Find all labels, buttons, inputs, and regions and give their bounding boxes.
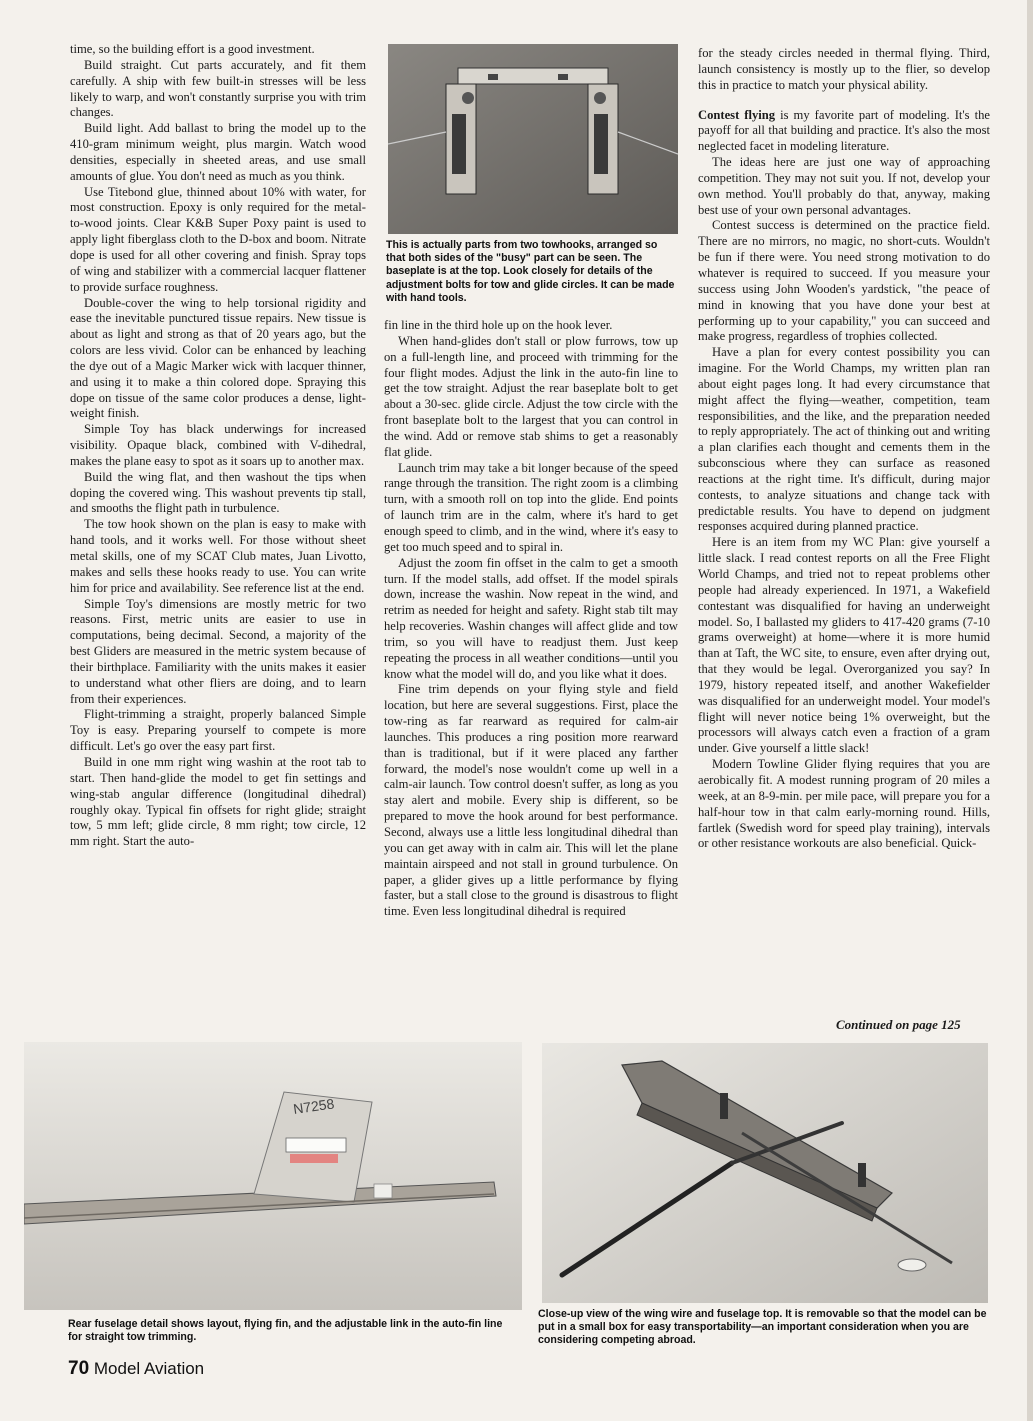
paragraph: Contest success is determined on the practice field. There are no mirrors, no magic, no short-cuts. Wouldn't be fun if there were. You need strong motivation to do whatever is required to succeed. If you measure your success using John Wooden's yardstick, "the peace of mind in knowing that you have done your best at performing up to your capability," you can succeed and make progress, regardless of trophies collected. (698, 218, 990, 344)
paragraph: Here is an item from my WC Plan: give yourself a little slack. I read contest reports on all the Free Flight World Champs, and tried not to repeat problems other people had already experienced. In 1971, a Wakefield contestant was disqualified for having an underweight model. So, I ballasted my gliders to 417-420 grams (7-10 grams overweight) at home—where it is more humid than at Taft, the WC site, to ensure, even after drying out, that they would be legal. Overorganized you say? In 1979, history repeated itself, and another Wakefielder was disqualified for an underweight model. Your model's flight will never notice being 1% overweight, but the processors will always catch even a fraction of a gram under. Give yourself a little slack! (698, 535, 990, 756)
paragraph: Simple Toy's dimensions are mostly metric for two reasons. First, metric units are easier to use in computations, being decimal. Second, a majority of the best Gliders are measured in the metric system because of their birthplace. Familiarity with the units makes it easier to understand what other fliers are doing, and to learn from their experiences. (70, 596, 366, 706)
fin-registration-label: N7258 (292, 1095, 336, 1117)
article-column-2 (384, 318, 678, 1032)
paragraph: Simple Toy has black underwings for increased visibility. Opaque black, combined with V-dihedral, makes the plane easy to spot as it soars up to another max. (70, 422, 366, 468)
photo-caption-top: This is actually parts from two towhooks, arranged so that both sides of the "busy" part can be seen. The baseplate is at the top. Look closely for details of the adjustment bolts for tow and glide circles. It can be made with hand tools. (386, 239, 675, 304)
paragraph: time, so the building effort is a good investment. (70, 42, 315, 56)
paragraph: Fine trim depends on your flying style and field location, but here are several suggestions. First, place the tow-ring as far rearward as required for calm-air launches. This produces a ring position more rearward than is traditional, but if it were placed any farther forward, the model's nose wouldn't come up well in a calm-air launch. Tow control doesn't suffer, as long as you stay alert and mobile. Every ship is different, so be prepared to move the hook around for best performance. Second, always use a little less longitudinal dihedral than you can get away with in calm air. This will let the plane maintain airspeed and not stall in ground turbulence. On paper, a glider gives up a little performance by flying faster, but a stall close to the ground is disastrous to flight time. Even less longitudinal dihedral is required (384, 682, 678, 919)
rear-fuselage-photo (24, 1042, 522, 1310)
run-in-heading: Contest flying (698, 107, 776, 122)
magazine-title: Model Aviation (93, 1359, 205, 1378)
paragraph: for the steady circles needed in thermal flying. Third, launch consistency is mostly up to the flier, so develop this in practice to match your physical ability. (698, 46, 990, 92)
towhook-parts-photo (388, 44, 678, 234)
paragraph: Use Titebond glue, thinned about 10% with water, for most construction. Epoxy is only required for the metal-to-wood joints. Clear K&B Super Poxy paint is used to apply light fiberglass cloth to the D-box and boom. Nitrate dope is used for all other covering and finish. Spray tops of wing and stabilizer with a commercial lacquer flattener to provide surface roughness. (70, 184, 366, 294)
page-folio (68, 1358, 204, 1380)
paragraph: Build the wing flat, and then washout the tips when doping the covered wing. This washout prevents tip stall, and smooths the flight path in turbulence. (70, 469, 366, 516)
paragraph: Build in one mm right wing washin at the root tab to start. Then hand-glide the model to get fin settings and wing-stab angular difference (longitudinal dihedral) roughly okay. Typical fin offsets for right glide; straight tow, 5 mm left; glide circle, 8 mm right; tow circle, 12 mm right. Start the auto- (70, 754, 366, 849)
contest-flying-paragraph (698, 108, 990, 156)
paragraph: Have a plan for every contest possibility you can imagine. For the World Champs, my written plan ran about eight pages long. It had every circumstance that might affect the flying—weather, competition, team responsibilities, and the like, and the preparation needed to reply appropriately. The act of thinking out and writing a plan clarifies each thought and cements them in the subconscious where they can surface as reasoned reactions at the right time. It's difficult, during major contests, to analyze situations and change tack with predictable results. You have to depend on judgment responses acquired during planned practice. (698, 345, 990, 534)
photo-caption-right: Close-up view of the wing wire and fuselage top. It is removable so that the model can be put in a small box for easy transportability—an important consideration when you are considering competing abroad. (538, 1308, 987, 1347)
paragraph: Modern Towline Glider flying requires that you are aerobically fit. A modest running program of 20 miles a week, at an 8-9-min. per mile pace, will prepare you for a half-hour tow in that calm early-morning round. Hills, fartlek (Swedish word for speed play training), intervals or other resistance workouts are also beneficial. Quick- (698, 757, 990, 851)
paragraph: fin line in the third hole up on the hook lever. (384, 318, 613, 332)
paragraph: Launch trim may take a bit longer because of the speed range through the transition. The right zoom is a climbing turn, with a smooth roll on top into the glide. End points of launch trim are in the calm, where it's hard to get enough speed to climb, and in the wind, where it's easy to get too much speed and to spiral in. (384, 460, 678, 554)
paragraph: Double-cover the wing to help torsional rigidity and ease the inevitable punctured tissue repairs. New tissue is about as light and strong as that of 20 years ago, but the colors are less vivid. Color can be enhanced by leaching the dye out of a Magic Marker wick with lacquer thinner, and using it to make a thin colored dope. Spraying this dope on tissue of the same color produces a dense, light-weight finish. (70, 295, 366, 421)
article-column-1 (70, 42, 366, 1032)
paragraph: Adjust the zoom fin offset in the calm to get a smooth turn. If the model stalls, add offset. If the model spirals down, increase the washin. Now repeat in the wind, and retrim as needed for height and safety. Right stab tilt may help recoveries. Washin changes will affect glide and tow trim, so you will have to readjust them. Just keep repeating the process in all weather conditions—until you know what the model will do, and you like what it does. (384, 555, 678, 681)
paragraph: Flight-trimming a straight, properly balanced Simple Toy is easy. Preparing yourself to compete is more difficult. Let's go over the easy part first. (70, 707, 366, 754)
continued-note: Continued on page 125 (836, 1017, 961, 1032)
run-in-text: is my favorite part of modeling. It's the payoff for all that building and practice. It's also the most neglected facet in modeling literature. (698, 107, 990, 154)
wing-wire-photo (542, 1043, 988, 1303)
paragraph: The tow hook shown on the plan is easy to make with hand tools, and it works well. For those without sheet metal skills, one of my SCAT Club mates, Juan Livotto, makes and sells these hooks ready to use. You can write him for price and availability. See reference list at the end. (70, 517, 366, 595)
paragraph: Build light. Add ballast to bring the model up to the 410-gram minimum weight, plus margin. Watch wood densities, especially in sheeted areas, and use small amounts of glue. You don't need as much as you think. (70, 121, 366, 183)
page-number: 70 (68, 1358, 90, 1379)
paragraph: Build straight. Cut parts accurately, and fit them carefully. A ship with few built-in stresses will be less likely to warp, and won't constantly surprise you with trim changes. (70, 57, 366, 120)
paragraph: The ideas here are just one way of approaching competition. They may not suit you. If not, develop your own method. You'll probably do that, anyway, making best use of your own personal advantages. (698, 155, 990, 217)
paragraph: When hand-glides don't stall or plow furrows, tow up on a full-length line, and proceed with trimming for the four flight modes. Adjust the link in the auto-fin line to get the tow straight. Adjust the rear baseplate bolt to get about a 30-sec. glide circle. Adjust the tow circle with the front baseplate bolt to the largest that you can control in the wind. Add or remove stab shims to get a reasonably flat glide. (384, 333, 678, 459)
article-column-3 (698, 46, 990, 1014)
photo-caption-left: Rear fuselage detail shows layout, flying fin, and the adjustable link in the auto-fin line for straight tow trimming. (68, 1318, 503, 1344)
page-edge-shadow (1027, 0, 1033, 1421)
